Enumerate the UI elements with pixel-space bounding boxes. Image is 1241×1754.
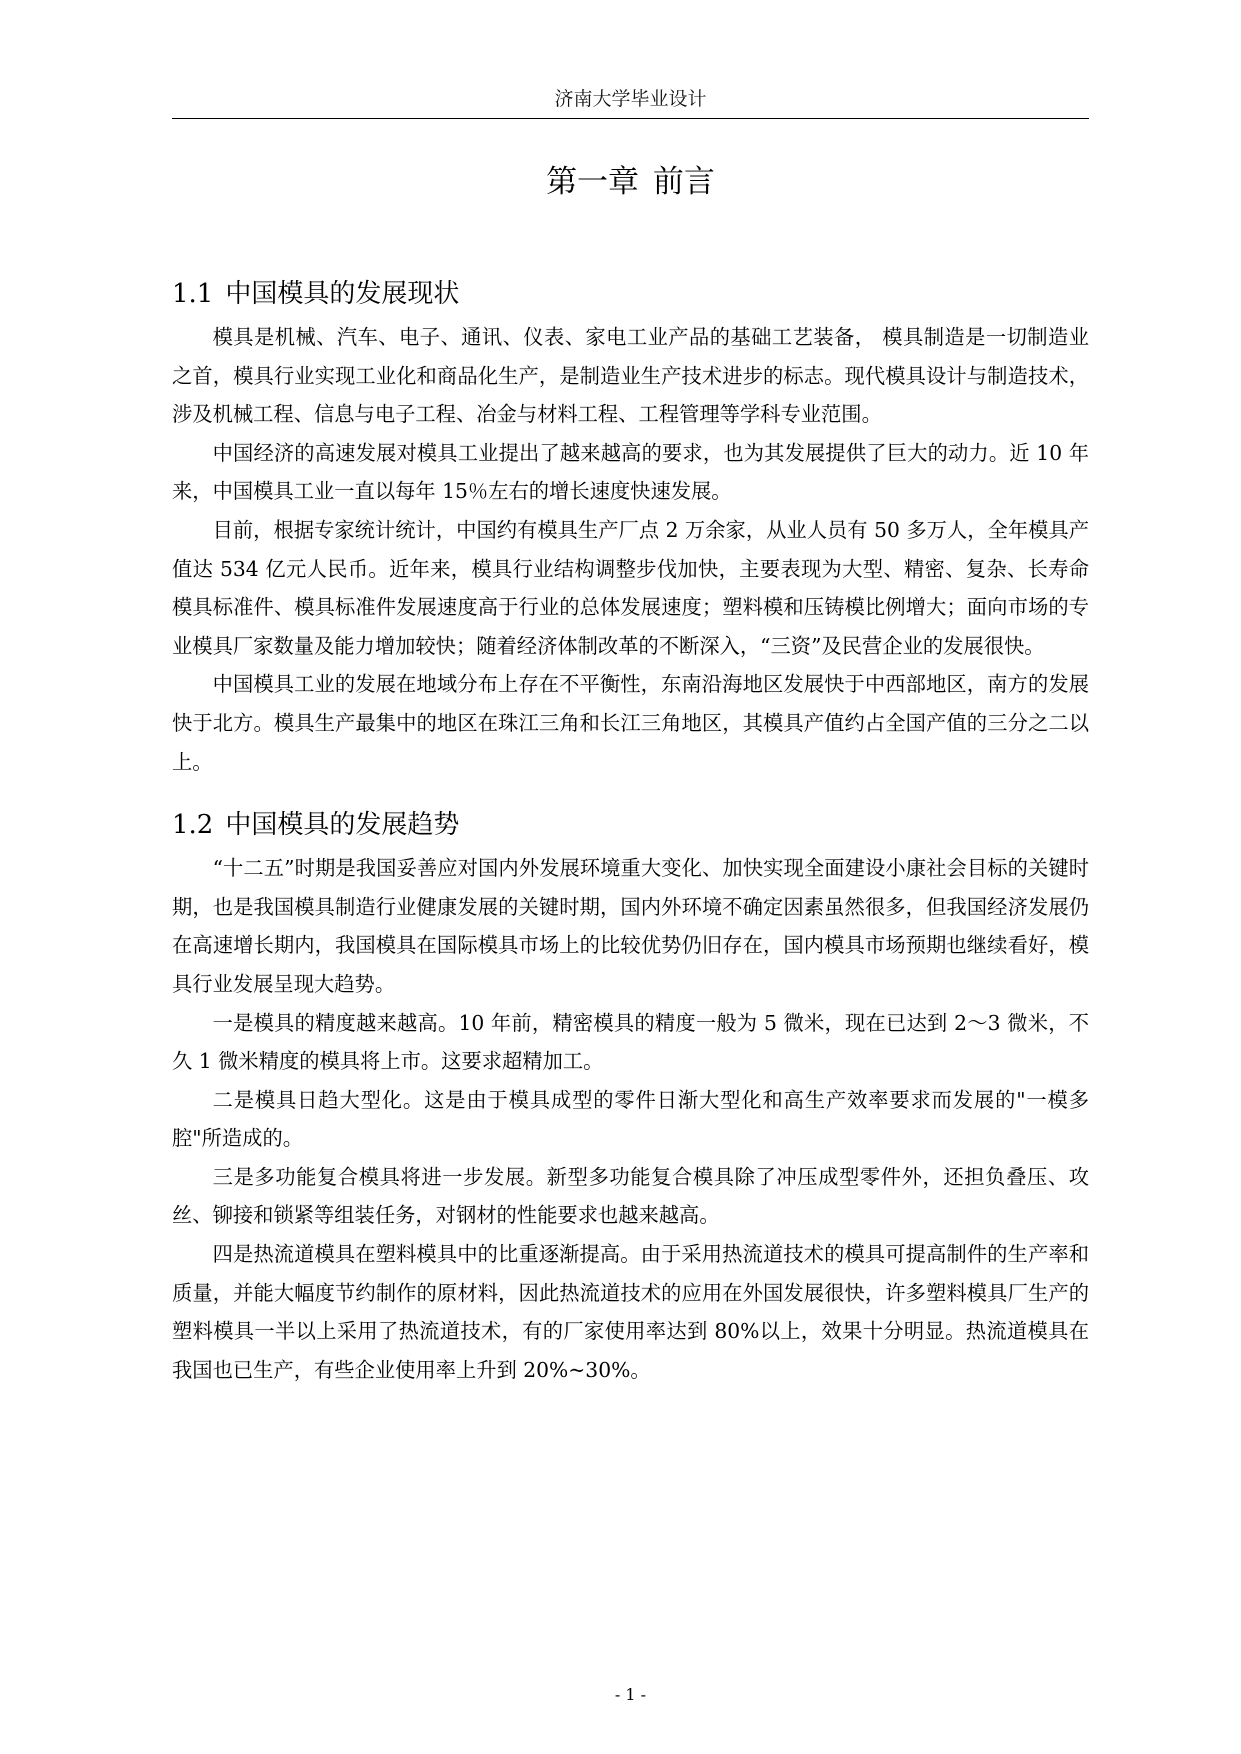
paragraph: 中国经济的高速发展对模具工业提出了越来越高的要求，也为其发展提供了巨大的动力。近 10 年来，中国模具工业一直以每年 15％左右的增长速度快速发展。 xyxy=(172,440,1089,504)
document-body xyxy=(172,272,1089,1389)
chapter-title: 第一章 前言 xyxy=(546,164,715,200)
page-number: - 1 - xyxy=(614,1685,647,1704)
page-header-title: 济南大学毕业设计 xyxy=(554,88,707,110)
section-title: 中国模具的发展趋势 xyxy=(225,810,460,841)
section-number: 1.2 xyxy=(172,810,214,841)
paragraph: 模具是机械、汽车、电子、通讯、仪表、家电工业产品的基础工艺装备， 模具制造是一切制造业之首，模具行业实现工业化和商品化生产，是制造业生产技术进步的标志。现代模具设计与制造技术，涉及机械工程、信息与电子工程、冶金与材料工程、工程管理等学科专业范围。 xyxy=(172,325,1089,427)
paragraph: 中国模具工业的发展在地域分布上存在不平衡性，东南沿海地区发展快于中西部地区，南方的发展快于北方。模具生产最集中的地区在珠江三角和长江三角地区，其模具产值约占全国产值的三分之二以上。 xyxy=(172,672,1089,774)
section-number: 1.1 xyxy=(172,279,214,309)
section-heading xyxy=(172,272,1089,316)
section-title: 中国模具的发展现状 xyxy=(225,279,460,309)
section-1-1 xyxy=(172,272,1089,781)
paragraph: “十二五”时期是我国妥善应对国内外发展环境重大变化、加快实现全面建设小康社会目标的关键时期，也是我国模具制造行业健康发展的关键时期，国内外环境不确定因素虽然很多，但我国经济发展仍在高速增长期内，我国模具在国际模具市场上的比较优势仍旧存在，国内模具市场预期也继续看好，模具行业发展呈现大趋势。 xyxy=(172,856,1089,996)
section-1-2 xyxy=(172,803,1089,1389)
section-heading xyxy=(172,803,1089,847)
paragraph: 三是多功能复合模具将进一步发展。新型多功能复合模具除了冲压成型零件外，还担负叠压、攻丝、铆接和锁紧等组装任务，对钢材的性能要求也越来越高。 xyxy=(172,1164,1089,1228)
paragraph: 目前，根据专家统计统计，中国约有模具生产厂点 2 万余家，从业人员有 50 多万人，全年模具产值达 534 亿元人民币。近年来，模具行业结构调整步伐加快，主要表现为大型、精密、复杂、长寿命模具标准件、模具标准件发展速度高于行业的总体发展速度；塑料模和压铸模比例增大；面向市场的专业模具厂家数量及能力增加较快；随着经济体制改革的不断深入，“三资”及民营企业的发展很快。 xyxy=(172,517,1089,658)
header-divider xyxy=(172,118,1089,119)
paragraph: 一是模具的精度越来越高。10 年前，精密模具的精度一般为 5 微米，现在已达到 2～3 微米，不久 1 微米精度的模具将上市。这要求超精加工。 xyxy=(172,1010,1089,1074)
paragraph: 二是模具日趋大型化。这是由于模具成型的零件日渐大型化和高生产效率要求而发展的"一模多腔"所造成的。 xyxy=(172,1087,1089,1151)
paragraph: 四是热流道模具在塑料模具中的比重逐渐提高。由于采用热流道技术的模具可提高制件的生产率和质量，并能大幅度节约制作的原材料，因此热流道技术的应用在外国发展很快，许多塑料模具厂生产的塑料模具一半以上采用了热流道技术，有的厂家使用率达到 80%以上，效果十分明显。热流道模具在我国也已生产，有些企业使用率上升到 20%~30%。 xyxy=(172,1242,1089,1382)
